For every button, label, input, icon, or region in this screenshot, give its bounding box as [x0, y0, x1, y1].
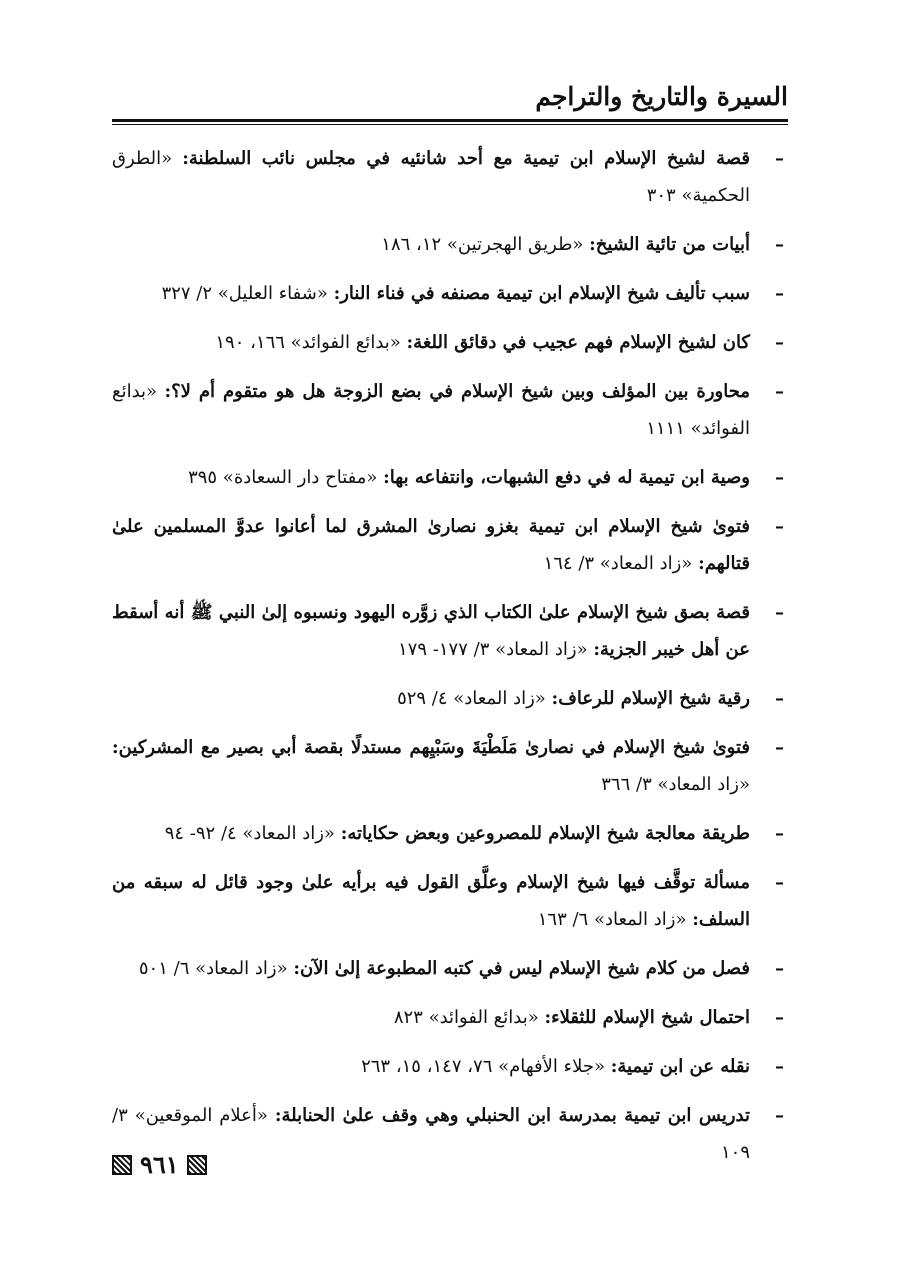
index-entries	[112, 140, 788, 1183]
entry-dash: –	[775, 283, 784, 304]
entry-dash: –	[775, 872, 784, 893]
entry-reference: «شفاء العليل» ٢/ ٣٢٧	[161, 283, 328, 304]
entry-topic: سبب تأليف شيخ الإسلام ابن تيمية مصنفه في فناء النار:	[333, 283, 750, 304]
entry-topic: طريقة معالجة شيخ الإسلام للمصروعين وبعض حكاياته:	[340, 823, 750, 844]
entry-reference: «زاد المعاد» ٤/ ٩٢- ٩٤	[164, 823, 335, 844]
entry-topic: فصل من كلام شيخ الإسلام ليس في كتبه المطبوعة إلىٰ الآن:	[293, 958, 750, 979]
entry-reference: «زاد المعاد» ٣/ ١٦٤	[543, 553, 693, 574]
index-entry	[112, 950, 788, 987]
index-entry	[112, 864, 788, 938]
index-entry	[112, 275, 788, 312]
entry-dash: –	[775, 234, 784, 255]
entry-topic: محاورة بين المؤلف وبين شيخ الإسلام في بضع الزوجة هل هو متقوم أم لا؟:	[164, 381, 750, 402]
entry-dash: –	[775, 823, 784, 844]
entry-reference: «جلاء الأفهام» ٧٦، ١٤٧، ١٥، ٢٦٣	[361, 1056, 605, 1077]
entry-topic: رقية شيخ الإسلام للرعاف:	[551, 688, 750, 709]
entry-topic: كان لشيخ الإسلام فهم عجيب في دقائق اللغة:	[406, 332, 750, 353]
entry-topic: قصة لشيخ الإسلام ابن تيمية مع أحد شانئيه في مجلس نائب السلطنة:	[182, 148, 750, 169]
entry-dash: –	[775, 467, 784, 488]
entry-reference: «الطرق الحكمية» ٣٠٣	[112, 148, 750, 206]
index-entry	[112, 594, 788, 668]
entry-reference: «زاد المعاد» ٣/ ٣٦٦	[601, 774, 750, 795]
running-head: السيرة والتاريخ والتراجم	[535, 82, 788, 111]
entry-reference: «زاد المعاد» ٦/ ١٦٣	[537, 909, 687, 930]
entry-topic: تدريس ابن تيمية بمدرسة ابن الحنبلي وهي وقف علىٰ الحنابلة:	[274, 1105, 751, 1126]
entry-topic: فتوىٰ شيخ الإسلام في نصارىٰ مَلَطْيَةَ وسَبْيِهم مستدلًا بقصة أبي بصير مع المشركين:	[112, 737, 750, 758]
entry-topic: مسألة توقَّف فيها شيخ الإسلام وعلَّق القول فيه برأيه علىٰ وجود قائل له سبقه من السلف:	[112, 872, 750, 930]
index-entry	[112, 680, 788, 717]
entry-reference: «زاد المعاد» ٣/ ١٧٧- ١٧٩	[398, 639, 588, 660]
index-entry	[112, 1097, 788, 1171]
entry-dash: –	[775, 1056, 784, 1077]
entry-dash: –	[775, 737, 784, 758]
entry-topic: نقله عن ابن تيمية:	[610, 1056, 750, 1077]
page-number: ٩٦١	[140, 1150, 179, 1179]
entry-dash: –	[775, 516, 784, 537]
page-number-block	[112, 1150, 207, 1179]
entry-topic: أبيات من تائية الشيخ:	[589, 234, 750, 255]
index-entry	[112, 140, 788, 214]
entry-dash: –	[775, 148, 784, 169]
header-rule-thick	[112, 119, 788, 122]
entry-dash: –	[775, 958, 784, 979]
header-rule-thin	[112, 124, 788, 125]
index-entry	[112, 729, 788, 803]
entry-topic: فتوىٰ شيخ الإسلام ابن تيمية بغزو نصارىٰ المشرق لما أعانوا عدوَّ المسلمين علىٰ قتالهم:	[112, 516, 750, 574]
entry-reference: «بدائع الفوائد» ١٦٦، ١٩٠	[215, 332, 401, 353]
index-entry	[112, 1048, 788, 1085]
index-entry	[112, 373, 788, 447]
entry-topic: احتمال شيخ الإسلام للثقلاء:	[544, 1007, 750, 1028]
ornament-icon	[187, 1155, 207, 1175]
index-entry	[112, 999, 788, 1036]
ornament-icon	[112, 1155, 132, 1175]
entry-topic: وصية ابن تيمية له في دفع الشبهات، وانتفاعه بها:	[383, 467, 750, 488]
entry-dash: –	[775, 332, 784, 353]
entry-dash: –	[775, 688, 784, 709]
index-entry	[112, 815, 788, 852]
entry-dash: –	[775, 381, 784, 402]
entry-topic: قصة بصق شيخ الإسلام علىٰ الكتاب الذي زوَّره اليهود ونسبوه إلىٰ النبي ﷺ أنه أسقط عن أهل خيبر الجزية:	[112, 602, 750, 660]
entry-reference: «بدائع الفوائد» ٨٢٣	[393, 1007, 539, 1028]
entry-reference: «طريق الهجرتين» ١٢، ١٨٦	[381, 234, 584, 255]
index-entry	[112, 324, 788, 361]
entry-dash: –	[775, 602, 784, 623]
entry-reference: «مفتاح دار السعادة» ٣٩٥	[188, 467, 378, 488]
entry-dash: –	[775, 1105, 784, 1126]
entry-reference: «بدائع الفوائد» ١١١١	[112, 381, 750, 439]
entry-reference: «زاد المعاد» ٦/ ٥٠١	[138, 958, 288, 979]
entry-reference: «زاد المعاد» ٤/ ٥٢٩	[397, 688, 546, 709]
index-entry	[112, 459, 788, 496]
index-entry	[112, 508, 788, 582]
index-entry	[112, 226, 788, 263]
entry-dash: –	[775, 1007, 784, 1028]
entry-reference: «أعلام الموقعين» ٣/ ١٠٩	[112, 1105, 750, 1163]
